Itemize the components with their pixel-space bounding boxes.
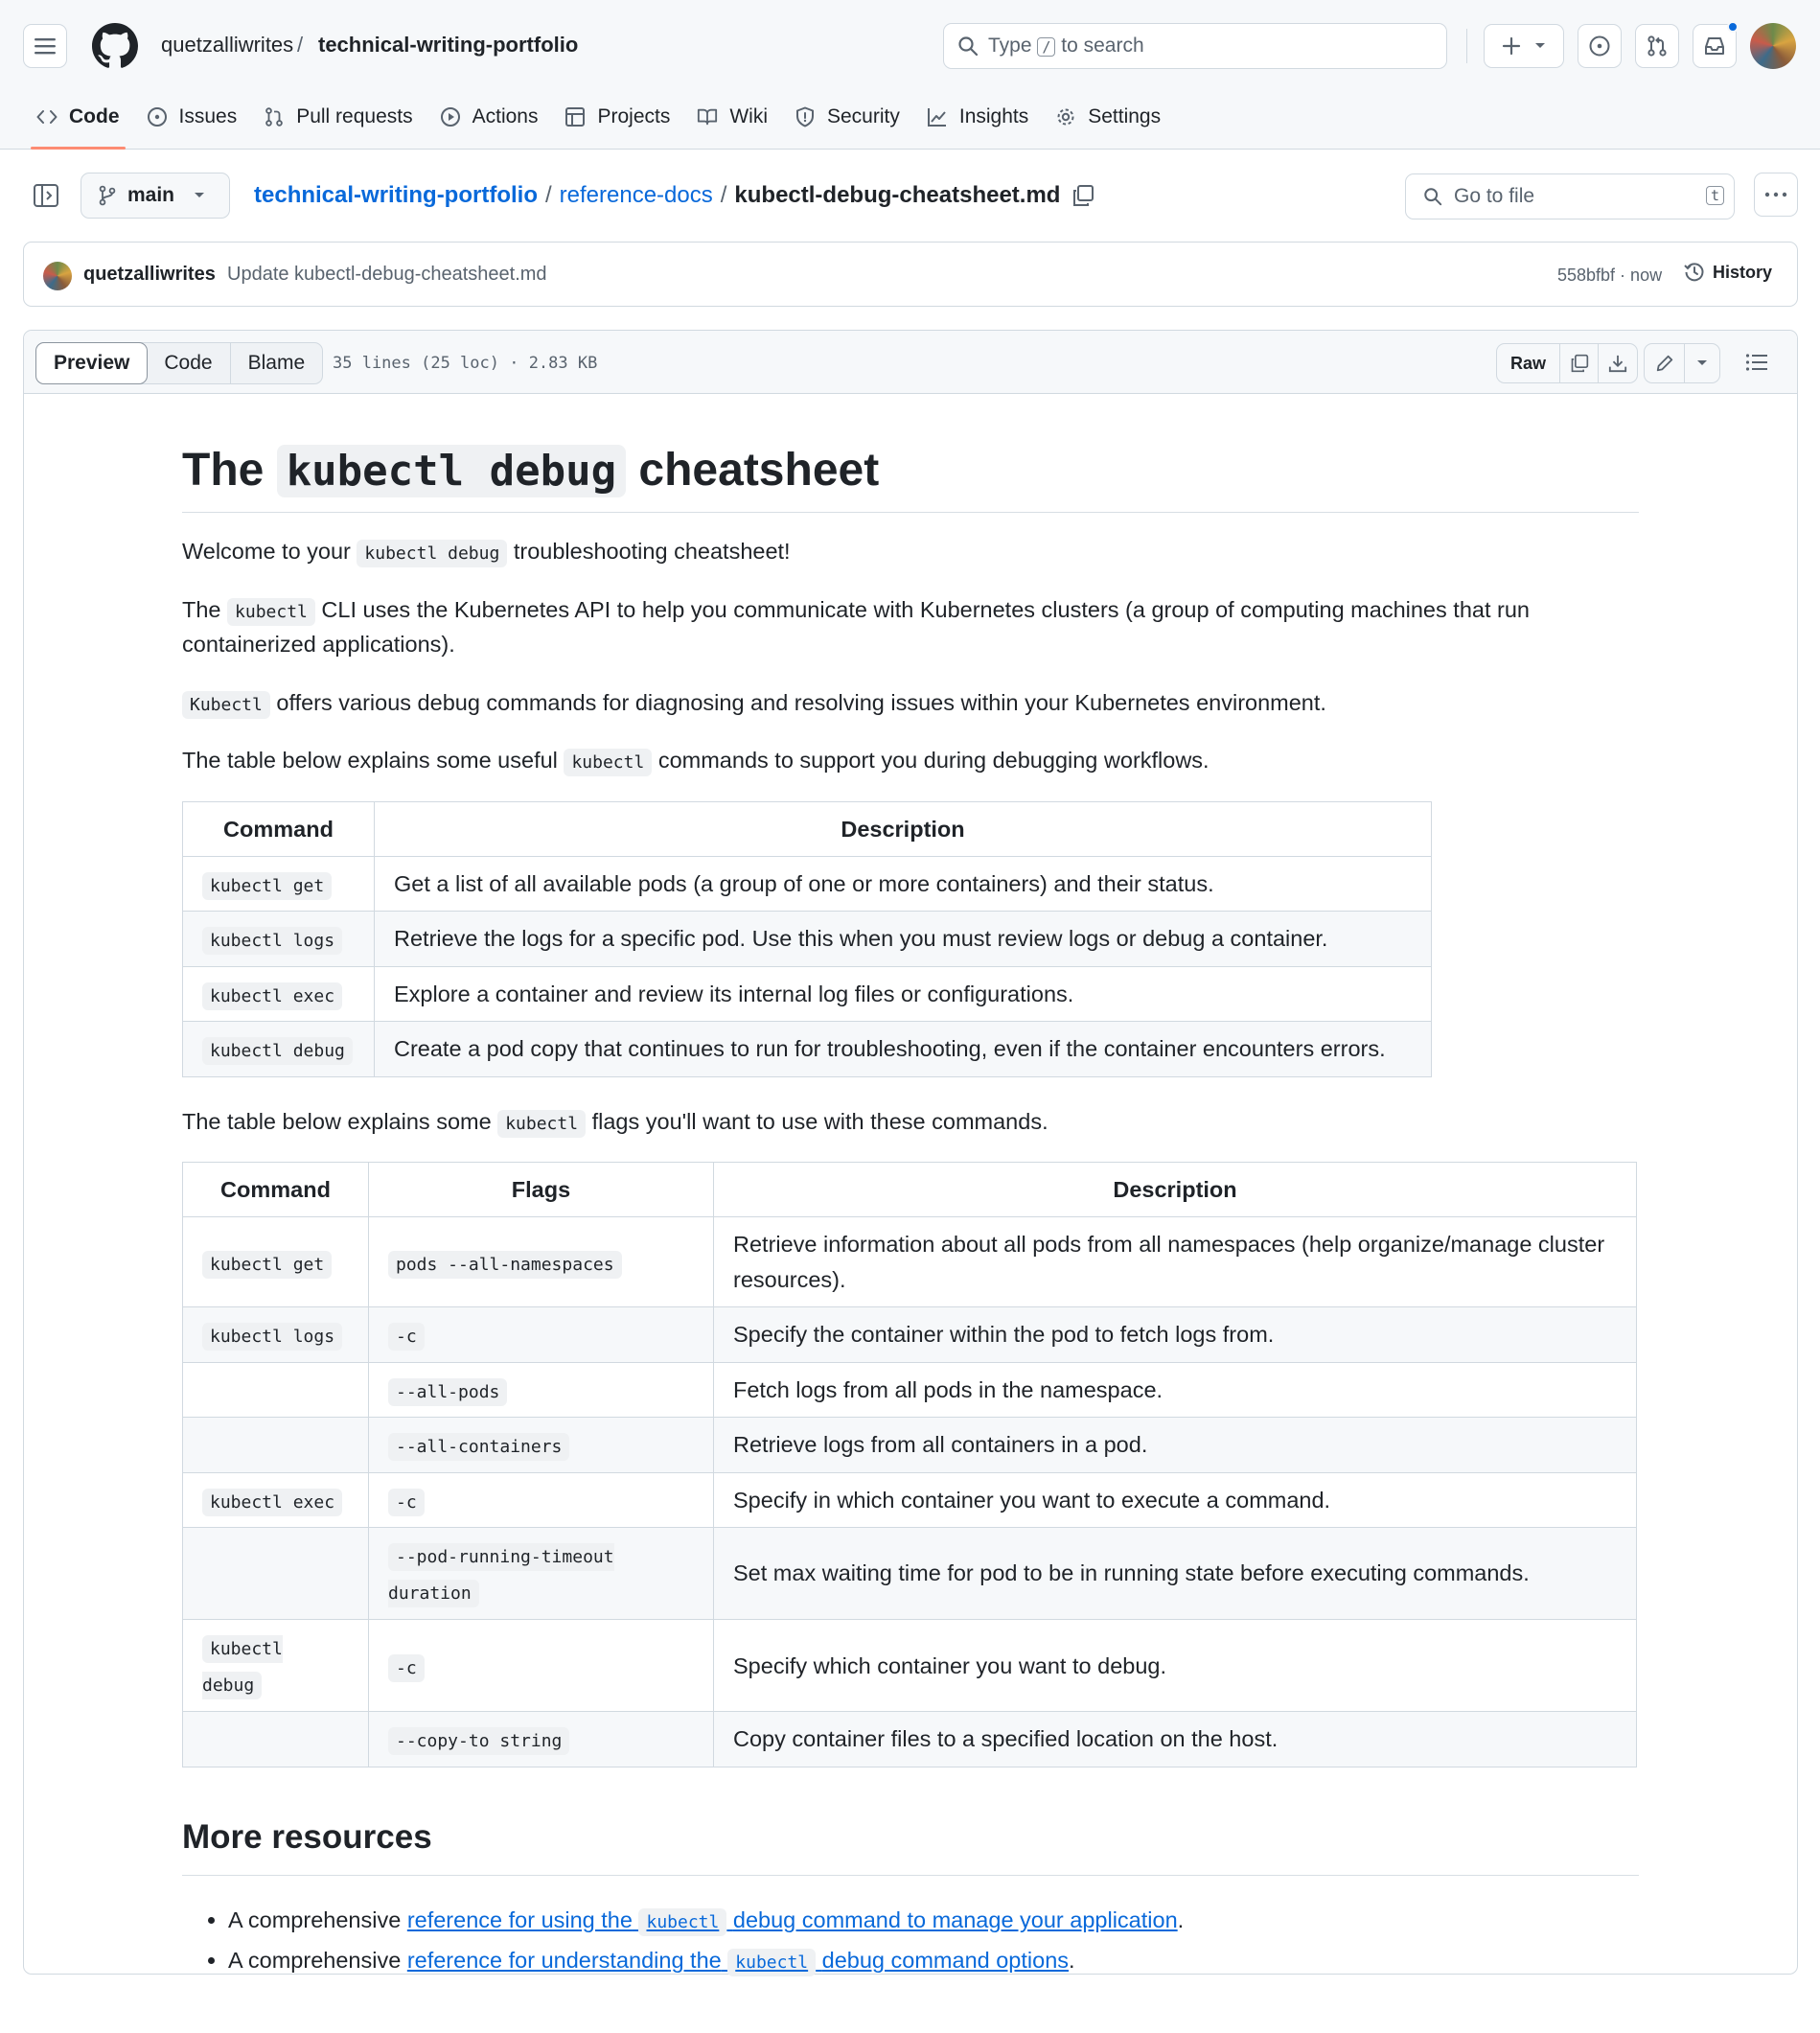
table-row xyxy=(183,856,1432,911)
tab-actions[interactable] xyxy=(426,92,552,142)
breadcrumb-separator: / xyxy=(544,182,552,208)
inline-code: kubectl xyxy=(727,1949,816,1976)
description-cell: Set max waiting time for pod to be in running state before executing commands. xyxy=(714,1527,1637,1619)
description-cell: Retrieve the logs for a specific pod. Use this when you must review logs or debug a container. xyxy=(375,912,1432,966)
description-cell: Explore a container and review its internal log files or configurations. xyxy=(375,966,1432,1021)
description-cell: Fetch logs from all pods in the namespace. xyxy=(714,1362,1637,1417)
column-header: Flags xyxy=(369,1163,714,1217)
description-cell: Copy container files to a specified location on the host. xyxy=(714,1712,1637,1767)
paragraph xyxy=(182,592,1639,662)
issues-button[interactable] xyxy=(1578,24,1622,68)
tab-label: Pull requests xyxy=(296,105,413,127)
flag-cell: -c xyxy=(388,1323,425,1351)
search-text-after: to search xyxy=(1061,35,1144,57)
edit-file-button[interactable] xyxy=(1645,344,1685,382)
description-cell: Get a list of all available pods (a group of one or more containers) and their status. xyxy=(375,856,1432,911)
tab-label: Insights xyxy=(958,105,1029,127)
column-header: Command xyxy=(183,1163,369,1217)
code-icon xyxy=(36,106,58,127)
pull-request-icon xyxy=(1647,35,1668,58)
inline-code: kubectl xyxy=(227,598,315,626)
resource-link-options[interactable] xyxy=(407,1948,1069,1973)
text: troubleshooting cheatsheet! xyxy=(513,539,791,565)
commit-sha-time[interactable]: 558bfbf · now xyxy=(1557,266,1663,285)
text: The xyxy=(182,596,221,622)
pull-request-icon xyxy=(264,106,285,127)
section-heading: More resources xyxy=(182,1812,1639,1876)
command-cell: kubectl get xyxy=(202,1251,332,1279)
table-row xyxy=(183,1472,1637,1527)
description-cell: Create a pod copy that continues to run for troubleshooting, even if the container encounters errors. xyxy=(375,1022,1432,1076)
table-row xyxy=(183,1418,1637,1472)
text: flags you'll want to use with these commands. xyxy=(591,1108,1048,1134)
go-to-file-shortcut: t xyxy=(1706,186,1724,205)
description-cell: Specify which container you want to debug. xyxy=(714,1620,1637,1712)
table-header-row xyxy=(183,1163,1637,1217)
edit-actions-group xyxy=(1644,343,1720,383)
column-header: Description xyxy=(375,801,1432,856)
pull-requests-button[interactable] xyxy=(1635,24,1679,68)
description-cell: Specify in which container you want to execute a command. xyxy=(714,1472,1637,1527)
kebab-horizontal-icon xyxy=(1764,192,1787,197)
description-cell: Retrieve logs from all containers in a pod. xyxy=(714,1418,1637,1472)
text: commands to support you during debugging workflows. xyxy=(657,748,1209,774)
markdown-body xyxy=(182,441,1639,1984)
inline-code: kubectl xyxy=(497,1110,586,1138)
text: A comprehensive xyxy=(228,1948,402,1974)
text: CLI uses the Kubernetes API to help you communicate with Kubernetes clusters (a group of computing machines that run containerized applications). xyxy=(182,596,1530,658)
paragraph xyxy=(182,1104,1639,1139)
table-icon xyxy=(564,106,586,127)
history-icon xyxy=(1684,262,1705,283)
hamburger-icon xyxy=(35,37,56,55)
table-row xyxy=(183,1712,1637,1767)
menu-button[interactable] xyxy=(23,24,67,68)
tab-label: Code xyxy=(69,105,120,127)
flag-cell: -c xyxy=(388,1489,425,1516)
text: offers various debug commands for diagnosing and resolving issues within your Kubernetes environment. xyxy=(276,689,1326,715)
tab-label: Issues xyxy=(178,105,238,127)
link-text: reference for using the xyxy=(406,1907,633,1933)
table-row xyxy=(183,1217,1637,1307)
latest-commit-bar xyxy=(23,242,1798,307)
column-header: Description xyxy=(714,1163,1637,1217)
flag-cell: pods --all-namespaces xyxy=(388,1251,622,1279)
flag-cell: -c xyxy=(388,1654,425,1682)
text: The table below explains some useful xyxy=(182,748,558,774)
resources-list xyxy=(182,1903,1639,1978)
tab-security[interactable] xyxy=(781,92,913,142)
header-divider xyxy=(1466,29,1467,63)
commit-author-avatar[interactable] xyxy=(43,262,72,290)
branch-selector[interactable] xyxy=(81,173,230,219)
repo-nav xyxy=(23,92,1174,150)
breadcrumb-separator: / xyxy=(720,182,727,208)
command-cell: kubectl logs xyxy=(202,927,342,955)
command-cell xyxy=(183,1712,369,1767)
file-name: kubectl-debug-cheatsheet.md xyxy=(734,182,1061,208)
table-row xyxy=(183,966,1432,1021)
shield-icon xyxy=(795,106,816,127)
issue-icon xyxy=(147,106,168,127)
command-cell: kubectl logs xyxy=(202,1323,342,1351)
flags-table xyxy=(182,1162,1637,1767)
resource-link-reference[interactable] xyxy=(407,1907,1178,1932)
doc-title xyxy=(182,441,1639,513)
flag-cell: --all-pods xyxy=(388,1378,507,1406)
table-row xyxy=(183,1307,1637,1362)
branch-name: main xyxy=(127,184,175,206)
table-header-row xyxy=(183,801,1432,856)
table-row xyxy=(183,1022,1432,1076)
flag-cell: --all-containers xyxy=(388,1433,569,1461)
repo-link[interactable]: technical-writing-portfolio xyxy=(318,33,579,57)
history-label: History xyxy=(1713,262,1773,282)
command-cell xyxy=(183,1418,369,1472)
breadcrumb-dir-link[interactable]: reference-docs xyxy=(559,182,713,208)
copy-icon xyxy=(1570,354,1589,373)
search-text-before: Type xyxy=(988,35,1032,57)
download-raw-button[interactable] xyxy=(1599,344,1637,382)
tab-projects[interactable] xyxy=(551,92,683,142)
tab-wiki[interactable] xyxy=(683,92,781,142)
search-icon xyxy=(957,35,979,57)
commands-table xyxy=(182,801,1432,1077)
tab-label: Settings xyxy=(1088,105,1162,127)
edit-dropdown-button[interactable] xyxy=(1685,344,1719,382)
tab-blame[interactable]: Blame xyxy=(230,343,323,383)
graph-icon xyxy=(927,106,948,127)
history-button[interactable] xyxy=(1684,262,1772,283)
title-text: cheatsheet xyxy=(638,445,880,496)
paragraph xyxy=(182,743,1639,777)
flag-cell: --pod-running-timeout duration xyxy=(388,1543,614,1607)
go-to-file-input[interactable] xyxy=(1405,173,1735,219)
link-text: debug command options xyxy=(821,1948,1070,1974)
title-code: kubectl debug xyxy=(277,445,626,497)
owner-link[interactable]: quetzalliwrites xyxy=(161,33,294,57)
paragraph xyxy=(182,685,1639,720)
plus-icon xyxy=(1502,36,1521,56)
breadcrumb-repo-link[interactable]: technical-writing-portfolio xyxy=(254,182,538,208)
search-shortcut-key: / xyxy=(1037,37,1055,57)
tab-issues[interactable] xyxy=(133,92,251,142)
tab-settings[interactable] xyxy=(1042,92,1174,142)
download-icon xyxy=(1608,354,1627,373)
table-row xyxy=(183,1362,1637,1417)
list-item: • A comprehensive reference for using the kubectl debug command to manage your application. xyxy=(228,1903,1639,1937)
description-cell: Retrieve information about all pods from all namespaces (help organize/manage cluster resources). xyxy=(714,1217,1637,1307)
user-avatar[interactable] xyxy=(1750,23,1796,69)
breadcrumb-separator: / xyxy=(297,33,304,57)
caret-down-icon xyxy=(1696,359,1708,367)
command-cell: kubectl get xyxy=(202,872,332,900)
table-row xyxy=(183,1620,1637,1712)
copy-raw-button[interactable] xyxy=(1560,344,1599,382)
text: Welcome to your xyxy=(182,539,351,565)
caret-down-icon xyxy=(194,192,205,199)
inbox-icon xyxy=(1703,35,1726,57)
view-mode-tabs xyxy=(35,342,323,384)
command-cell xyxy=(183,1527,369,1619)
description-cell: Specify the container within the pod to fetch logs from. xyxy=(714,1307,1637,1362)
paragraph xyxy=(182,534,1639,568)
column-header: Command xyxy=(183,801,375,856)
go-to-file-placeholder: Go to file xyxy=(1454,185,1535,207)
link-text: debug command to manage your application xyxy=(732,1907,1178,1933)
copy-path-icon[interactable] xyxy=(1071,184,1094,207)
more-options-button[interactable] xyxy=(1754,173,1798,217)
outline-button[interactable] xyxy=(1745,352,1768,378)
raw-button[interactable]: Raw xyxy=(1497,344,1560,382)
file-breadcrumb xyxy=(254,182,1094,209)
tab-label: Wiki xyxy=(729,105,768,127)
title-text: The xyxy=(182,445,265,496)
github-logo-icon[interactable] xyxy=(92,23,138,69)
table-row xyxy=(183,912,1432,966)
list-item: • A comprehensive reference for understanding the kubectl debug command options. xyxy=(228,1943,1639,1977)
flag-cell: --copy-to string xyxy=(388,1727,569,1755)
notification-dot xyxy=(1727,21,1739,33)
book-icon xyxy=(697,106,718,127)
expand-sidebar-icon[interactable] xyxy=(33,182,59,209)
tab-pull-requests[interactable] xyxy=(250,92,426,142)
caret-down-icon xyxy=(1534,42,1546,50)
tab-label: Actions xyxy=(472,105,539,127)
tab-label: Projects xyxy=(597,105,671,127)
search-icon xyxy=(1423,187,1442,206)
tab-code[interactable] xyxy=(23,92,133,142)
create-new-button[interactable] xyxy=(1484,24,1564,68)
gear-icon xyxy=(1055,106,1076,127)
issue-icon xyxy=(1588,35,1611,58)
file-info: 35 lines (25 loc) · 2.83 KB xyxy=(333,354,598,373)
global-search-input[interactable] xyxy=(943,23,1447,69)
tab-preview[interactable]: Preview xyxy=(35,342,148,384)
pencil-icon xyxy=(1655,354,1674,373)
commit-author[interactable]: quetzalliwrites xyxy=(83,264,216,285)
play-icon xyxy=(440,106,461,127)
git-branch-icon xyxy=(99,185,116,206)
command-cell: kubectl debug xyxy=(202,1635,283,1699)
raw-actions-group xyxy=(1496,343,1638,383)
command-cell: kubectl debug xyxy=(202,1037,353,1065)
file-toolbar xyxy=(24,331,1797,394)
link-text: reference for understanding the xyxy=(406,1948,722,1974)
global-header xyxy=(0,0,1820,150)
inline-code: kubectl xyxy=(638,1908,726,1936)
inline-code: kubectl debug xyxy=(357,540,507,567)
command-cell: kubectl exec xyxy=(202,982,342,1010)
text: The table below explains some xyxy=(182,1108,492,1134)
commit-message[interactable]: Update kubectl-debug-cheatsheet.md xyxy=(227,264,547,285)
list-unordered-icon xyxy=(1745,352,1768,373)
command-cell: kubectl exec xyxy=(202,1489,342,1516)
inline-code: kubectl xyxy=(564,749,652,776)
table-row xyxy=(183,1527,1637,1619)
command-cell xyxy=(183,1362,369,1417)
tab-label: Security xyxy=(827,105,900,127)
tab-code-view[interactable]: Code xyxy=(164,352,213,374)
text: A comprehensive xyxy=(228,1907,402,1933)
tab-insights[interactable] xyxy=(913,92,1042,142)
inline-code: Kubectl xyxy=(182,691,270,719)
